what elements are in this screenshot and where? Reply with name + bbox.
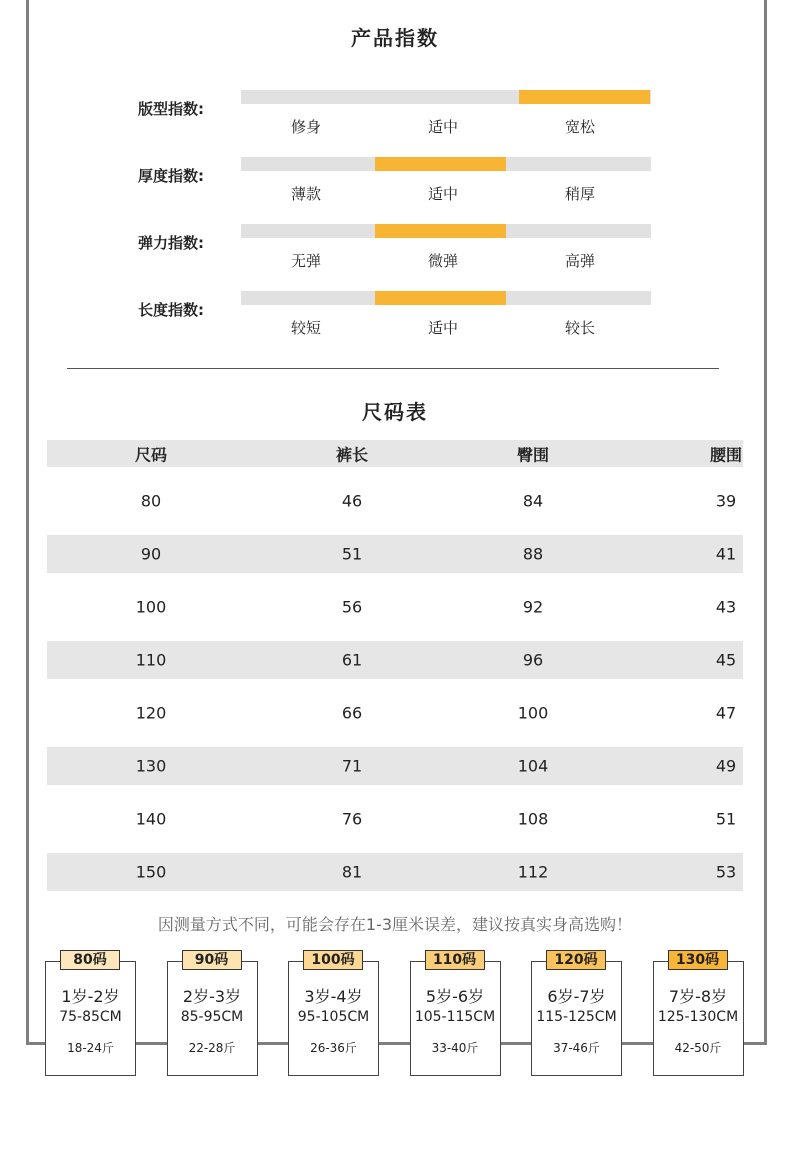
weight-range: 22-28斤 bbox=[188, 1041, 236, 1055]
index-label: 厚度指数: bbox=[138, 167, 204, 185]
table-row bbox=[47, 785, 743, 853]
column-header: 臀围 bbox=[516, 445, 549, 464]
weight-range: 42-50斤 bbox=[674, 1041, 722, 1055]
index-selected-segment bbox=[375, 224, 506, 238]
height-range: 95-105CM bbox=[297, 1009, 370, 1025]
index-title: 产品指数 bbox=[351, 26, 439, 50]
age-range: 1岁-2岁 bbox=[61, 987, 120, 1006]
size-card bbox=[653, 952, 744, 1076]
table-row bbox=[47, 641, 743, 679]
height-range: 75-85CM bbox=[59, 1009, 122, 1025]
size-table bbox=[47, 440, 743, 891]
index-option: 微弹 bbox=[427, 252, 458, 270]
age-range: 6岁-7岁 bbox=[547, 987, 606, 1006]
table-cell: 84 bbox=[522, 491, 544, 511]
index-selected-segment bbox=[375, 157, 506, 171]
height-range: 85-95CM bbox=[180, 1009, 244, 1025]
height-range: 125-130CM bbox=[657, 1009, 739, 1025]
table-cell: 140 bbox=[135, 809, 167, 829]
table-cell: 108 bbox=[517, 809, 549, 829]
table-cell: 71 bbox=[341, 756, 363, 776]
index-bar bbox=[241, 90, 651, 104]
index-bar bbox=[241, 224, 651, 238]
table-cell: 41 bbox=[715, 544, 737, 564]
table-cell: 61 bbox=[341, 650, 363, 670]
table-row bbox=[47, 679, 743, 747]
table-row bbox=[47, 853, 743, 891]
table-cell: 49 bbox=[715, 756, 737, 776]
table-cell: 150 bbox=[135, 862, 167, 882]
index-option: 适中 bbox=[427, 185, 458, 203]
table-cell: 110 bbox=[135, 650, 167, 670]
table-cell: 45 bbox=[715, 650, 737, 670]
table-row bbox=[47, 747, 743, 785]
table-cell: 92 bbox=[522, 597, 544, 617]
height-range: 115-125CM bbox=[536, 1009, 617, 1025]
table-cell: 88 bbox=[522, 544, 544, 564]
index-bar bbox=[241, 157, 651, 171]
index-option: 高弹 bbox=[564, 252, 595, 270]
table-row bbox=[47, 467, 743, 535]
index-option: 较长 bbox=[564, 319, 595, 337]
table-cell: 47 bbox=[715, 703, 737, 723]
column-header: 腰围 bbox=[709, 445, 742, 464]
table-cell: 81 bbox=[341, 862, 363, 882]
index-option: 无弹 bbox=[290, 252, 321, 270]
age-range: 3岁-4岁 bbox=[304, 987, 363, 1006]
index-option: 稍厚 bbox=[564, 185, 595, 203]
index-option: 薄款 bbox=[290, 185, 321, 203]
size-card bbox=[167, 952, 258, 1076]
weight-range: 18-24斤 bbox=[67, 1041, 114, 1055]
divider bbox=[67, 368, 719, 369]
table-cell: 104 bbox=[517, 756, 549, 776]
column-header: 裤长 bbox=[335, 445, 368, 464]
index-option: 较短 bbox=[290, 319, 321, 337]
table-cell: 51 bbox=[341, 544, 363, 564]
table-cell: 53 bbox=[715, 862, 737, 882]
index-option: 宽松 bbox=[564, 118, 595, 136]
size-badge: 120码 bbox=[546, 950, 606, 970]
table-cell: 39 bbox=[715, 491, 737, 511]
size-badge: 110码 bbox=[425, 950, 485, 970]
height-range: 105-115CM bbox=[414, 1009, 496, 1025]
table-cell: 46 bbox=[341, 491, 363, 511]
size-card bbox=[288, 952, 379, 1076]
index-option: 修身 bbox=[290, 118, 321, 136]
size-badge: 130码 bbox=[668, 950, 728, 970]
index-option: 适中 bbox=[427, 319, 458, 337]
table-row bbox=[47, 535, 743, 573]
table-cell: 56 bbox=[341, 597, 363, 617]
measurement-note: 因测量方式不同，可能会存在1-3厘米误差，建议按真实身高选购！ bbox=[157, 915, 633, 934]
table-cell: 80 bbox=[140, 491, 162, 511]
table-row bbox=[47, 573, 743, 641]
table-cell: 90 bbox=[140, 544, 162, 564]
table-cell: 100 bbox=[517, 703, 549, 723]
age-range: 2岁-3岁 bbox=[182, 987, 242, 1006]
weight-range: 33-40斤 bbox=[431, 1041, 479, 1055]
index-selected-segment bbox=[375, 291, 506, 305]
index-label: 弹力指数: bbox=[138, 234, 204, 252]
size-badge: 100码 bbox=[303, 950, 363, 970]
index-label: 长度指数: bbox=[138, 301, 204, 319]
weight-range: 37-46斤 bbox=[553, 1041, 600, 1055]
age-range: 7岁-8岁 bbox=[668, 987, 728, 1006]
index-label: 版型指数: bbox=[138, 100, 204, 118]
size-badge: 80码 bbox=[60, 950, 120, 970]
table-header bbox=[47, 440, 743, 467]
table-cell: 66 bbox=[341, 703, 363, 723]
table-cell: 100 bbox=[135, 597, 167, 617]
index-row bbox=[0, 90, 790, 140]
size-card bbox=[45, 952, 136, 1076]
index-row bbox=[0, 224, 790, 274]
size-card bbox=[410, 952, 501, 1076]
size-badge: 90码 bbox=[182, 950, 242, 970]
age-range: 5岁-6岁 bbox=[425, 987, 485, 1006]
table-cell: 120 bbox=[135, 703, 167, 723]
table-cell: 51 bbox=[715, 809, 737, 829]
table-cell: 96 bbox=[522, 650, 544, 670]
weight-range: 26-36斤 bbox=[310, 1041, 357, 1055]
table-cell: 76 bbox=[341, 809, 363, 829]
column-header: 尺码 bbox=[134, 445, 167, 464]
index-option: 适中 bbox=[427, 118, 458, 136]
table-cell: 112 bbox=[517, 862, 549, 882]
table-cell: 130 bbox=[135, 756, 167, 776]
size-title: 尺码表 bbox=[362, 400, 428, 424]
size-card bbox=[531, 952, 622, 1076]
index-row bbox=[0, 291, 790, 341]
index-bar bbox=[241, 291, 651, 305]
index-selected-segment bbox=[519, 90, 650, 104]
index-row bbox=[0, 157, 790, 207]
table-cell: 43 bbox=[715, 597, 737, 617]
